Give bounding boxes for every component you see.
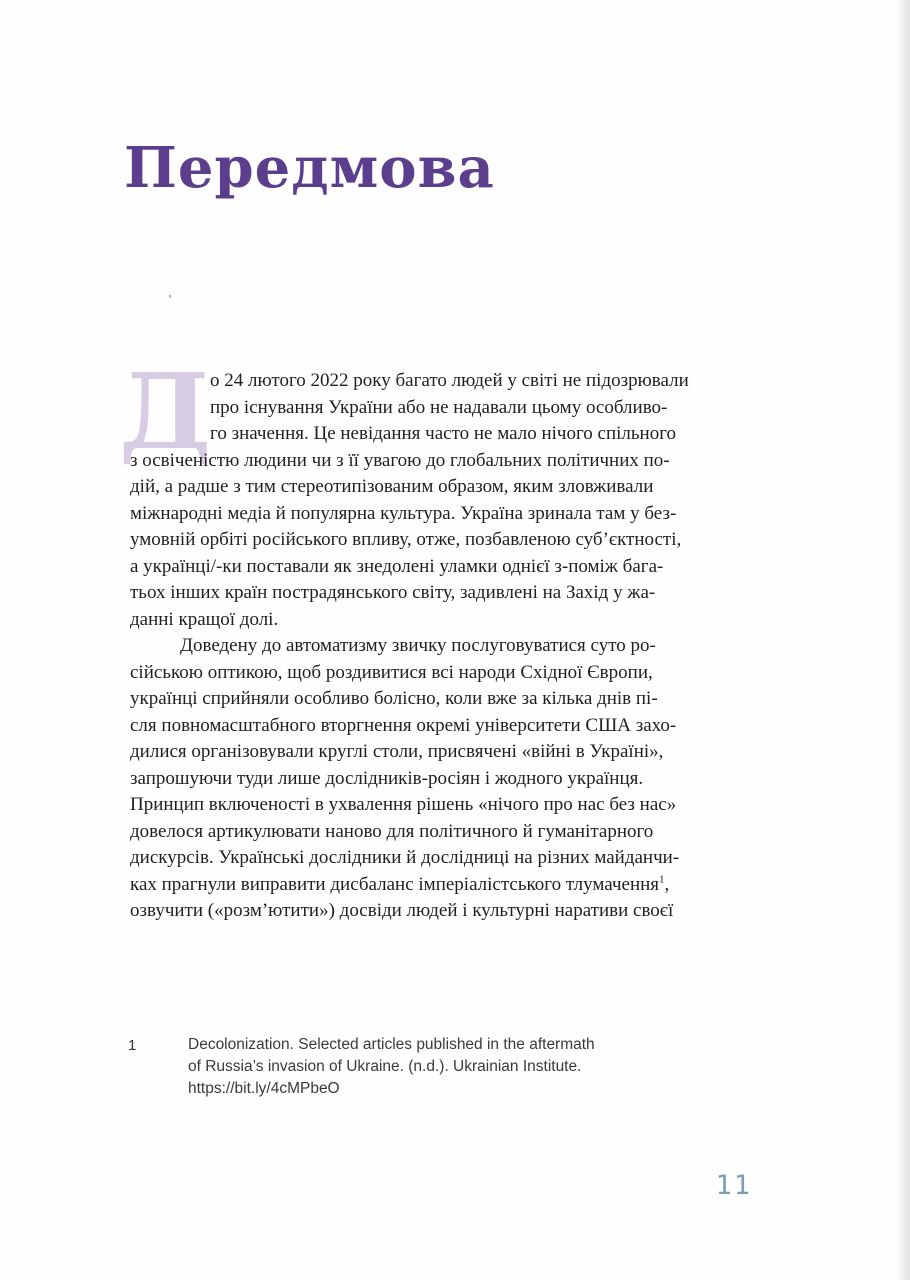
text-line: а українці/-ки поставали як знедолені уламки однієї з-поміж бага-	[130, 555, 664, 577]
text-line: го значення. Це невідання часто не мало нічого спільного	[210, 423, 677, 444]
page-edge-shadow	[896, 0, 910, 1280]
text-line: о 24 лютого 2022 року багато людей у світі не підозрювали	[210, 370, 689, 391]
text-line: з освіченістю людини чи з її увагою до глобальних політичних по-	[130, 449, 670, 471]
footnote-line: of Russia’s invasion of Ukraine. (n.d.). Ukrainian Institute.	[188, 1058, 582, 1075]
footnote-reference[interactable]: 1	[659, 873, 665, 886]
footnote-line: Decolonization. Selected articles published in the aftermath	[188, 1036, 595, 1053]
text-line: дискурсів. Українські дослідники й дослідниці на різних майданчи-	[130, 847, 680, 868]
text-line: Принцип включеності в ухвалення рішень «нічого про нас без нас»	[130, 794, 677, 815]
text-line: міжнародні медіа й популярна культура. Україна зринала там у без-	[130, 502, 677, 524]
text-line: сля повномасштабного вторгнення окремі університети США захо-	[130, 714, 677, 736]
text-line: дилися організовували круглі столи, присвячені «війні в Україні»,	[130, 741, 664, 762]
text-line: тьох інших країн пострадянського світу, задивлені на Захід у жа-	[130, 582, 656, 603]
line-punctuation: ,	[664, 873, 670, 895]
text-line: запрошуючи туди лише дослідників-росіян і жодного українця.	[130, 767, 644, 789]
body-text	[130, 368, 750, 925]
footnote-number: 1	[128, 1037, 137, 1054]
footnote-link[interactable]: https://bit.ly/4cMPbeO	[188, 1080, 340, 1097]
text-line: сійською оптикою, щоб роздивитися всі народи Східної Європи,	[130, 661, 653, 683]
text-line: Доведену до автоматизму звичку послуговуватися суто ро-	[180, 635, 656, 656]
text-line: дій, а радше з тим стереотипізованим образом, яким зловживали	[130, 476, 654, 497]
text-line: умовній орбіті російського впливу, отже, позбавленою суб’єктності,	[130, 529, 682, 550]
line-text: ках прагнули виправити дисбаланс імперіалістського тлумачення	[130, 873, 660, 895]
text-line: про існування України або не надавали цьому особливо-	[210, 396, 668, 418]
footnote-text	[188, 1034, 748, 1100]
text-line-with-footnote	[130, 872, 750, 899]
chapter-heading: Передмова	[124, 135, 495, 201]
print-speck	[169, 295, 171, 298]
text-line: українці сприйняли особливо болісно, коли вже за кілька днів пі-	[130, 688, 658, 709]
drop-cap-letter: Д	[119, 350, 212, 473]
text-line: озвучити («розм’ютити») досвіди людей і культурні наративи своєї	[130, 900, 674, 921]
text-line: данні кращої долі.	[130, 608, 279, 630]
page-number: 11	[715, 1170, 752, 1201]
text-line: довелося артикулювати наново для політичного й гуманітарного	[130, 820, 654, 842]
